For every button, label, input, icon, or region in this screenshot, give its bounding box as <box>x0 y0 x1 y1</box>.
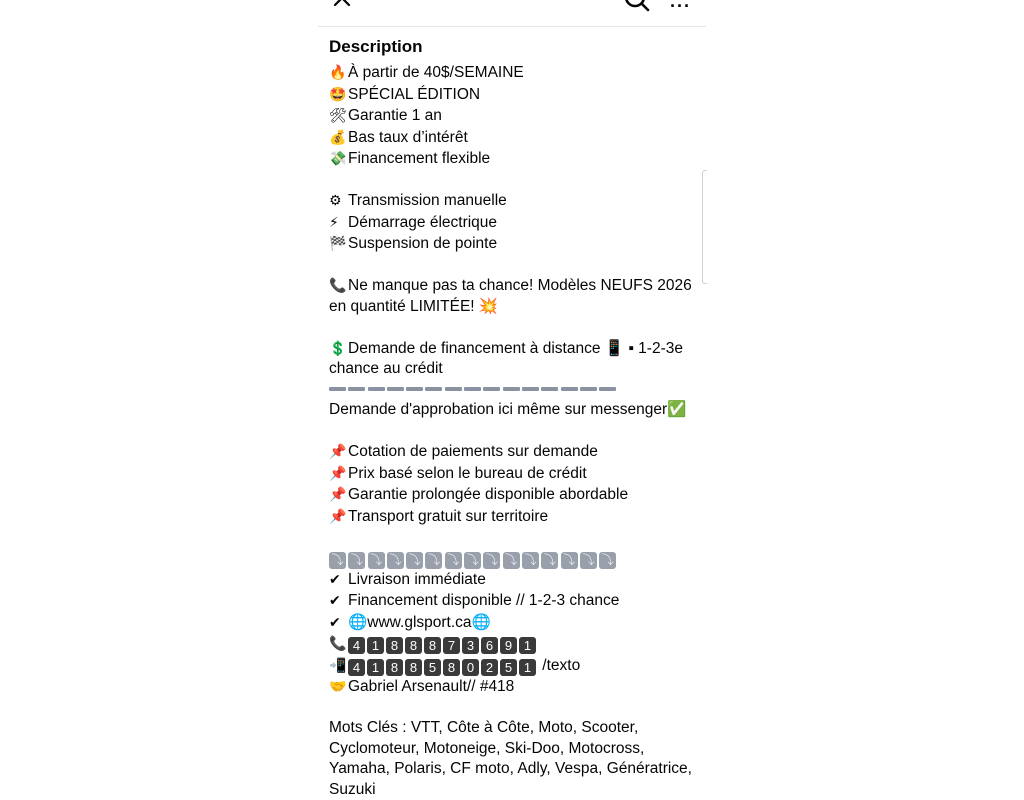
line-text: Démarrage électrique <box>348 213 498 231</box>
arrow-down-icon: ⤵ <box>445 552 462 569</box>
line-text: Bas taux d’intérêt <box>348 128 468 146</box>
description-line <box>329 255 699 276</box>
emoji-icon: 🏁 <box>329 235 347 251</box>
arrow-down-icon: ⤵ <box>580 552 597 569</box>
description-line <box>329 338 699 380</box>
description-line <box>329 170 699 191</box>
keycap-digit: 8 <box>386 659 403 676</box>
keycap-digit: 8 <box>443 659 460 676</box>
keycap-digit: 9 <box>500 637 517 654</box>
dash-mark <box>561 387 578 391</box>
text-phone-number <box>329 655 699 677</box>
dash-mark <box>368 387 385 391</box>
dash-mark <box>541 387 558 391</box>
dash-mark <box>406 387 423 391</box>
line-text: Garantie prolongée disponible abordable <box>348 486 629 503</box>
description-line <box>329 275 699 317</box>
pin-item <box>329 463 699 485</box>
keycap-digit: 8 <box>424 637 441 654</box>
more-icon[interactable]: ··· <box>670 0 691 16</box>
description-section <box>329 36 699 800</box>
handshake-icon: 🤝 <box>329 678 347 694</box>
dash-mark <box>599 387 616 391</box>
dash-mark <box>464 387 481 391</box>
separator-line <box>329 380 699 401</box>
line-text: Suspension de pointe <box>348 235 498 252</box>
top-bar <box>318 0 706 27</box>
line-text: SPÉCIAL ÉDITION <box>348 85 481 103</box>
line-text: Prix basé selon le bureau de crédit <box>348 464 587 482</box>
line-text: Garantie 1 an <box>348 107 442 124</box>
keycap-digit: 5 <box>424 659 441 676</box>
arrow-down-icon: ⤵ <box>599 552 616 569</box>
description-line <box>329 317 699 338</box>
arrow-down-icon: ⤵ <box>425 552 442 569</box>
description-line <box>329 233 699 255</box>
line-text: Demande de financement à distance 📱 ▪ 1-2-3e chance au crédit <box>329 339 683 377</box>
keycap-digit: 1 <box>519 659 536 676</box>
emoji-icon: ✔ <box>329 592 341 608</box>
line-text: Livraison immédiate <box>348 570 486 588</box>
dash-mark <box>348 387 365 391</box>
dash-mark <box>445 387 462 391</box>
check-item <box>329 612 699 634</box>
description-line <box>329 212 699 234</box>
emoji-icon: ⚙ <box>329 192 342 208</box>
emoji-icon: 💰 <box>329 128 347 145</box>
line-text: Financement disponible // 1-2-3 chance <box>348 592 620 609</box>
emoji-icon: ✔ <box>329 570 341 587</box>
description-title: Description <box>329 37 423 56</box>
contact-line: 🤝 Gabriel Arsenault// #418 <box>329 678 515 695</box>
check-item <box>329 569 699 591</box>
arrow-down-icon: ⤵ <box>329 552 346 569</box>
keycap-digit: 1 <box>367 659 384 676</box>
keycap-digit: 8 <box>405 637 422 654</box>
arrow-down-icon: ⤵ <box>503 552 520 569</box>
arrow-row <box>329 548 699 569</box>
pin-item <box>329 506 699 528</box>
description-line <box>329 105 699 127</box>
emoji-icon: 📌 <box>329 507 347 524</box>
search-icon[interactable] <box>624 0 650 12</box>
keywords-text: Mots Clés : VTT, Côte à Côte, Moto, Scooter, Cyclomoteur, Motoneige, Ski-Doo, Motocross, Yamaha, Polaris, CF moto, Adly, Vespa, Génératrice, Suzuki <box>329 719 692 798</box>
arrow-down-icon: ⤵ <box>387 552 404 569</box>
phone-number <box>329 633 699 655</box>
emoji-icon: 📌 <box>329 443 347 459</box>
emoji-icon: ⚡ <box>329 213 339 230</box>
listing-panel <box>318 0 706 798</box>
keycap-digit: 7 <box>443 637 460 654</box>
dash-mark <box>522 387 539 391</box>
pin-item <box>329 441 699 463</box>
phone-icon: 📞 <box>329 635 347 651</box>
line-text: Transport gratuit sur territoire <box>348 507 549 525</box>
arrow-down-icon: ⤵ <box>464 552 481 569</box>
keycap-digit: 5 <box>500 659 517 676</box>
approval-text: Demande d'approbation ici même sur messenger✅ <box>329 401 687 418</box>
keycap-digit: 3 <box>462 637 479 654</box>
keycap-digit: 4 <box>348 637 365 654</box>
keycap-digit: 2 <box>481 659 498 676</box>
close-icon[interactable] <box>332 0 352 8</box>
pin-item <box>329 484 699 506</box>
emoji-icon: 🔥 <box>329 64 347 80</box>
description-line <box>329 62 699 84</box>
arrow-down-icon: ⤵ <box>483 552 500 569</box>
arrow-down-icon: ⤵ <box>348 552 365 569</box>
emoji-icon: 📞 <box>329 277 347 293</box>
emoji-icon: 💲 <box>329 339 347 356</box>
keycap-digit: 1 <box>367 637 384 654</box>
dash-mark <box>580 387 597 391</box>
line-text: Financement flexible <box>348 150 491 167</box>
line-text: À partir de 40$/SEMAINE <box>348 64 524 81</box>
description-line <box>329 84 699 106</box>
keycap-digit: 0 <box>462 659 479 676</box>
keycap-digit: 4 <box>348 659 365 676</box>
keycap-digit: 8 <box>386 637 403 654</box>
arrow-down-icon: ⤵ <box>541 552 558 569</box>
check-item <box>329 590 699 612</box>
description-line <box>329 148 699 170</box>
emoji-icon: 📌 <box>329 464 347 481</box>
keycap-digit: 6 <box>481 637 498 654</box>
keycap-digit: 1 <box>519 637 536 654</box>
dash-mark <box>483 387 500 391</box>
mobile-icon: 📲 <box>329 656 347 673</box>
line-text: Ne manque pas ta chance! Modèles NEUFS 2026 en quantité LIMITÉE! 💥 <box>329 277 692 315</box>
arrow-down-icon: ⤵ <box>368 552 385 569</box>
keycap-digit: 8 <box>405 659 422 676</box>
arrow-down-icon: ⤵ <box>406 552 423 569</box>
description-line <box>329 127 699 149</box>
dash-mark <box>503 387 520 391</box>
emoji-icon: 💸 <box>329 150 347 166</box>
suffix-text: /texto <box>538 656 581 674</box>
dash-mark <box>329 387 346 391</box>
arrow-down-icon: ⤵ <box>522 552 539 569</box>
emoji-icon: 🛠 <box>329 107 347 123</box>
description-line <box>329 190 699 212</box>
dash-mark <box>387 387 404 391</box>
emoji-icon: 🤩 <box>329 85 347 102</box>
emoji-icon: ✔ <box>329 613 341 630</box>
emoji-icon: 📌 <box>329 486 347 502</box>
arrow-down-icon: ⤵ <box>561 552 578 569</box>
dash-mark <box>425 387 442 391</box>
scrollbar[interactable] <box>702 170 707 284</box>
line-text: Transmission manuelle <box>348 192 507 209</box>
line-text: Cotation de paiements sur demande <box>348 443 598 460</box>
line-text: 🌐www.glsport.ca🌐 <box>348 613 491 631</box>
